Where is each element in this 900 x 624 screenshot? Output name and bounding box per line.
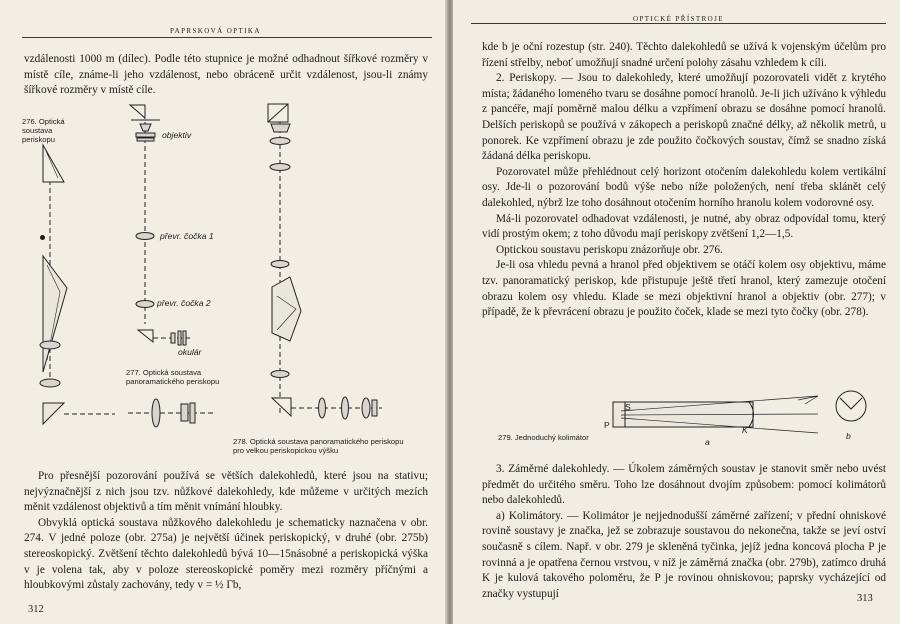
running-header-left: PAPRSKOVÁ OPTIKA bbox=[170, 27, 261, 35]
running-header-right: OPTICKÉ PŘÍSTROJE bbox=[633, 15, 724, 23]
right-paragraph-optickou: Optickou soustavu periskopu znázorňuje obr. 276. bbox=[496, 243, 723, 256]
right-paragraph-je-li: Je-li osa vhledu pevná a hranol před objektivem se otáčí kolem osy objektivu, máme tzv. panoramatický periskop, kde přistupuje ještě třetí hranol, který zamezuje otočení obrazu kolem osy vhledu. Klade se mezi objektivní hranol a objektiv (obr. 277); v případě, že k převrácení obrazu je použito čoček, klade se mezi tyto čočky (obr. 278). bbox=[482, 259, 886, 319]
right-paragraph-periskopy: 2. Periskopy. — Jsou to dalekohledy, které umožňují pozorovateli vidět z krytého místa; žádaného lomeného tvaru se dosáhne pomocí hranolů. Je-li jich užíváno k výhledu z pancéře, mají poměrně malou délku a vzpřímení obrazu se dosáhne pomocí hranolů. Delších periskopů se používá v zákopech a periskopů značné délky, až několik metrů, u ponorek. Ke vzpřímení obrazu je zde použito čočkových soustav, čímž se snadno získá žádaná délka periskopu. bbox=[482, 72, 886, 163]
right-paragraph-zamerne: 3. Záměrné dalekohledy. — Úkolem záměrných soustav je stanovit směr nebo uvést předmět do určitého směru. Toho lze dosáhnout dvojím způsobem: pomocí kolimátorů nebo dalekohledů. bbox=[482, 463, 886, 507]
right-body-text-bottom bbox=[482, 462, 886, 602]
fig279-label-a: a bbox=[705, 437, 710, 447]
fig277-caption: 277. Optická soustava panoramatického periskopu bbox=[126, 368, 220, 386]
label-objektiv: objektiv bbox=[162, 130, 192, 140]
left-intro-paragraph: vzdálenosti 1000 m (dílec). Podle této stupnice je možné odhadnout šířkové rozměry v místě cíle, známe-li jeho vzdálenost, nebo obráceně určit vzdálenost, jsou-li známy šířkové rozměry v místě cíle. bbox=[24, 53, 428, 97]
fig276-caption: 276. Optická soustava periskopu bbox=[22, 117, 65, 144]
label-prevr-cocka-1: převr. čočka 1 bbox=[160, 231, 214, 241]
left-paragraph-2: Obvyklá optická soustava nůžkového dalekohledu je schematicky naznačena v obr. 274. V jedné poloze (obr. 275a) je největší účinek periskopický, v druhé (obr. 275b) stereoskopický. Zvětšení těchto dalekohledů bývá 10—15násobné a periskopická výška v je volena tak, aby v poloze stereoskopické poměry mezi rozměry příčnými a hloubkovými zůstaly zachovány, tedy v = ½ Γb, bbox=[24, 516, 428, 592]
diagram-dot-mark bbox=[40, 235, 45, 240]
fig279-label-S: S bbox=[625, 402, 631, 412]
left-body-text bbox=[24, 469, 428, 594]
collimator-diagram-279 bbox=[453, 0, 900, 460]
right-intro-paragraph: kde b je oční rozestup (str. 240). Těchto dalekohledů se užívá k vojenským účelům pro řízení střelby, neboť umožňují snadné určení polohy zásahu vzhledem k cíli. bbox=[482, 41, 886, 69]
fig278-caption: 278. Optická soustava panoramatického periskopu pro velkou periskopickou výšku bbox=[233, 437, 404, 455]
fig279-label-P: P bbox=[604, 420, 610, 430]
left-paragraph-1: Pro přesnější pozorování používá se větších dalekohledů, které jsou na stativu; nejvýznačnější z nich jsou tzv. nůžkové dalekohledy, kde můžeme v určitých mezích měnit vzdálenost objektivů a tím měnit vnímání hloubky. bbox=[24, 470, 428, 514]
right-page bbox=[453, 0, 900, 624]
fig279-caption: 279. Jednoduchý kolimátor bbox=[498, 433, 589, 442]
right-paragraph-pozorovatel: Pozorovatel může přehlédnout celý horizont otočením dalekohledu kolem vertikální osy. Jde-li o pozorování bodů výše nebo níže položených, není třeba sklánět celý dalekohled, nýbrž lze toho dosáhnout otočením horního hranolu kolem vodorovné osy. bbox=[482, 165, 886, 209]
fig279-label-b: b bbox=[846, 431, 851, 441]
optical-diagram-276-278 bbox=[0, 0, 447, 460]
fig279-label-K: K bbox=[742, 425, 748, 435]
label-prevr-cocka-2: převr. čočka 2 bbox=[157, 298, 211, 308]
page-number-right: 313 bbox=[857, 593, 873, 604]
right-paragraph-ma-li: Má-li pozorovatel odhadovat vzdálenosti, je nutné, aby obraz odpovídal tomu, který vidí prostým okem; z toho důvodu mají periskopy zvětšení 1,2—1,5. bbox=[482, 212, 886, 241]
right-paragraph-kolimatory: a) Kolimátory. — Kolimátor je nejjednodušší záměrné zařízení; v přední ohniskové rovině soustavy je značka, jež se zobrazuje soustavou do nekonečna, takže se jeví oství současně s cílem. Např. v obr. 279 je skleněná tyčinka, jejíž jedna koncová plocha P je rovinná a je opatřena černou vrstvou, v níž je záměrná značka (obr. 279b), zatímco druhá K je kulová takového poloměru, že P je rovinou ohniskovou; paprsky vycházející od značky vystupují bbox=[482, 509, 886, 600]
page-number-left: 312 bbox=[28, 604, 44, 615]
label-okular: okulár bbox=[178, 347, 202, 357]
left-page bbox=[0, 0, 447, 624]
